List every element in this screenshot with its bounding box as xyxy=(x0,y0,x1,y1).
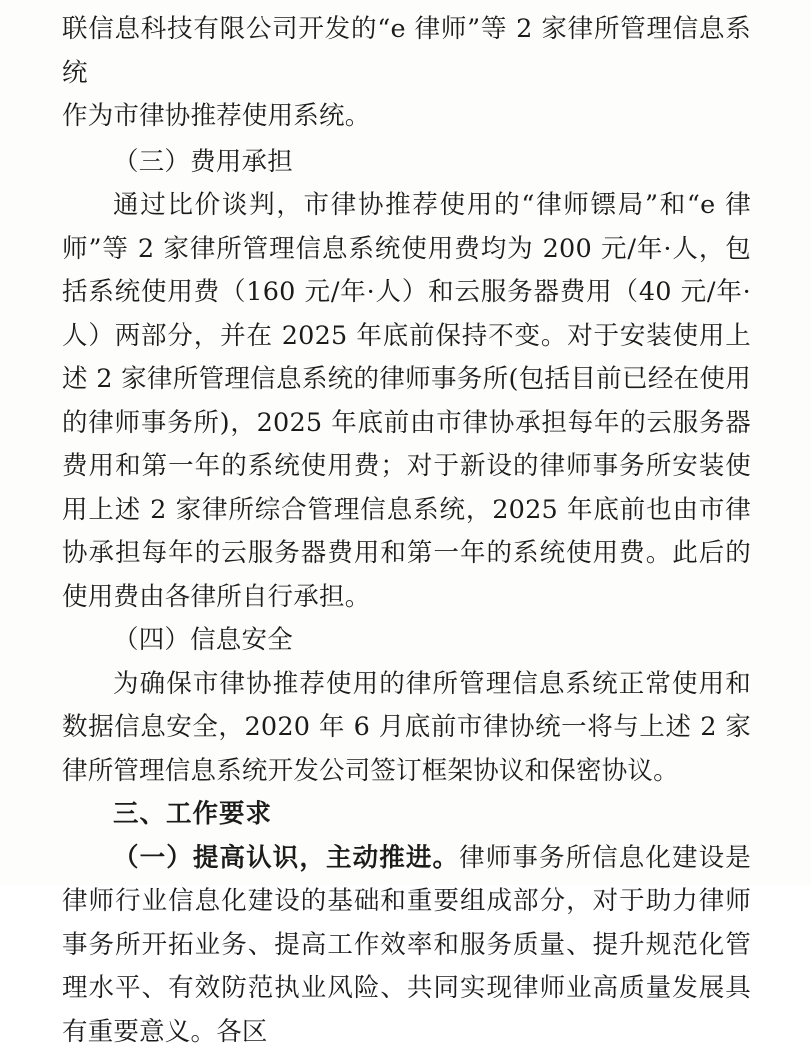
paragraph-raise-awareness xyxy=(62,837,751,1054)
paragraph-raise-awareness-lead: （一）提高认识，主动推进。 xyxy=(113,843,459,873)
paragraph-fee-responsibility: 通过比价谈判，市律协推荐使用的“律师镖局”和“e 律师”等 2 家律所管理信息系统使用费均为 200 元/年·人，包括系统使用费（160 元/年·人）和云服务器费用（40 元/年·人）两部分，并在 2025 年底前保持不变。对于安装使用上述 2 家律所管理信息系统的律师事务所(包括目前已经在使用的律师事务所)，2025 年底前由市律协承担每年的云服务器费用和第一年的系统使用费；对于新设的律师事务所安装使用上述 2 家律所综合管理信息系统，2025 年底前也由市律协承担每年的云服务器费用和第一年的系统使用费。此后的使用费由各律所自行承担。 xyxy=(62,184,751,619)
paragraph-continuation-recommended-system: 联信息科技有限公司开发的“e 律师”等 2 家律所管理信息系统 xyxy=(62,8,751,95)
heading-work-requirements: 三、工作要求 xyxy=(62,793,751,837)
paragraph-continuation-recommended-system-line2: 作为市律协推荐使用系统。 xyxy=(62,95,751,139)
subheading-fee-responsibility: （三）费用承担 xyxy=(62,141,751,185)
document-body xyxy=(62,8,751,1054)
paragraph-information-security: 为确保市律协推荐使用的律所管理信息系统正常使用和数据信息安全，2020 年 6 月底前市律协统一将与上述 2 家律所管理信息系统开发公司签订框架协议和保密协议。 xyxy=(62,663,751,794)
paragraph-raise-awareness-text: 律师事务所信息化建设是律师行业信息化建设的基础和重要组成部分，对于助力律师事务所开拓业务、提高工作效率和服务质量、提升规范化管理水平、有效防范执业风险、共同实现律师业高质量发展具有重要意义。各区 xyxy=(62,843,751,1047)
subheading-information-security: （四）信息安全 xyxy=(62,619,751,663)
